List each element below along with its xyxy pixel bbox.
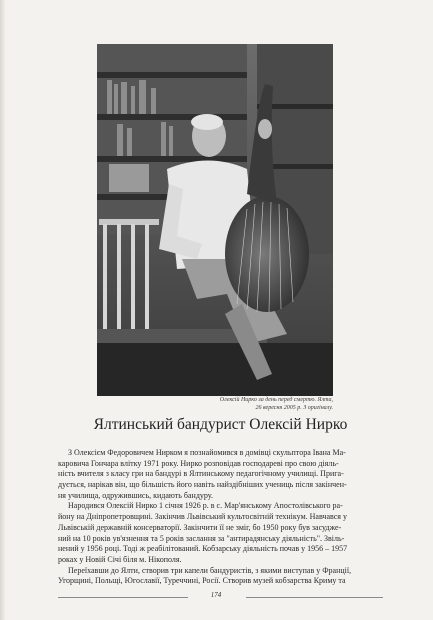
article-body (58, 448, 383, 587)
text-line: З Олексієм Федоровичем Нирком я познайомився в домівці скульптора Івана Ма- (68, 448, 346, 457)
caption-line-2: 26 вересня 2005 р. З оригіналу. (255, 405, 333, 411)
text-line: ний на 10 років ув'язнення та 5 років заслання за "антирадянську діяльність". Звіль- (58, 533, 345, 543)
text-line: Народився Олексій Нирко 1 січня 1926 р. в с. Мар'янському Апостолівського ра- (68, 501, 343, 511)
text-line: каровича Гончара влітку 1971 року. Нирко розповідав господареві про свою діяль- (58, 458, 339, 468)
text-line: йону на Дніпропетровщині. Закінчив Львівський культосвітній технікум. Навчався у (58, 512, 347, 522)
text-line: нений у 1956 році. Тоді ж реабілітований. Кобзарську діяльність почав у 1956 – 1957 (58, 544, 348, 554)
caption-line-1: Олексій Нирко за день перед смертю. Ялта, (219, 397, 333, 403)
page-number: 174 (196, 591, 236, 599)
photo-caption (200, 396, 333, 412)
text-line: Угорщині, Польщі, Югославії, Туреччині, Росії. Створив музей кобзарства Криму та (58, 576, 346, 586)
footer-rule-right (246, 597, 383, 598)
text-line: ня училища, одружившись, кидають бандуру. (58, 490, 213, 500)
photo-graphic (97, 44, 333, 396)
text-line: ність вчителя з класу гри на бандурі в Ялтинському педагогічному училищі. Прига- (58, 469, 344, 479)
article-title: Ялтинський бандурист Олексій Нирко (93, 416, 348, 433)
text-line: Львівській державній консерваторії. Закінчити її не зміг, бо 1950 року був засудже- (58, 522, 342, 532)
portrait-photo (97, 44, 333, 396)
text-line: Переїхавши до Ялти, створив три капели бандуристів, з якими виступав у Франції, (68, 565, 352, 575)
text-line: дується, нарікав він, що більшість його навіть найздібніших учениць після закінчен- (58, 480, 347, 490)
text-line: роках у Новій Січі біля м. Нікополя. (58, 554, 182, 564)
page-edge (0, 0, 6, 620)
footer-rule-left (58, 597, 188, 598)
